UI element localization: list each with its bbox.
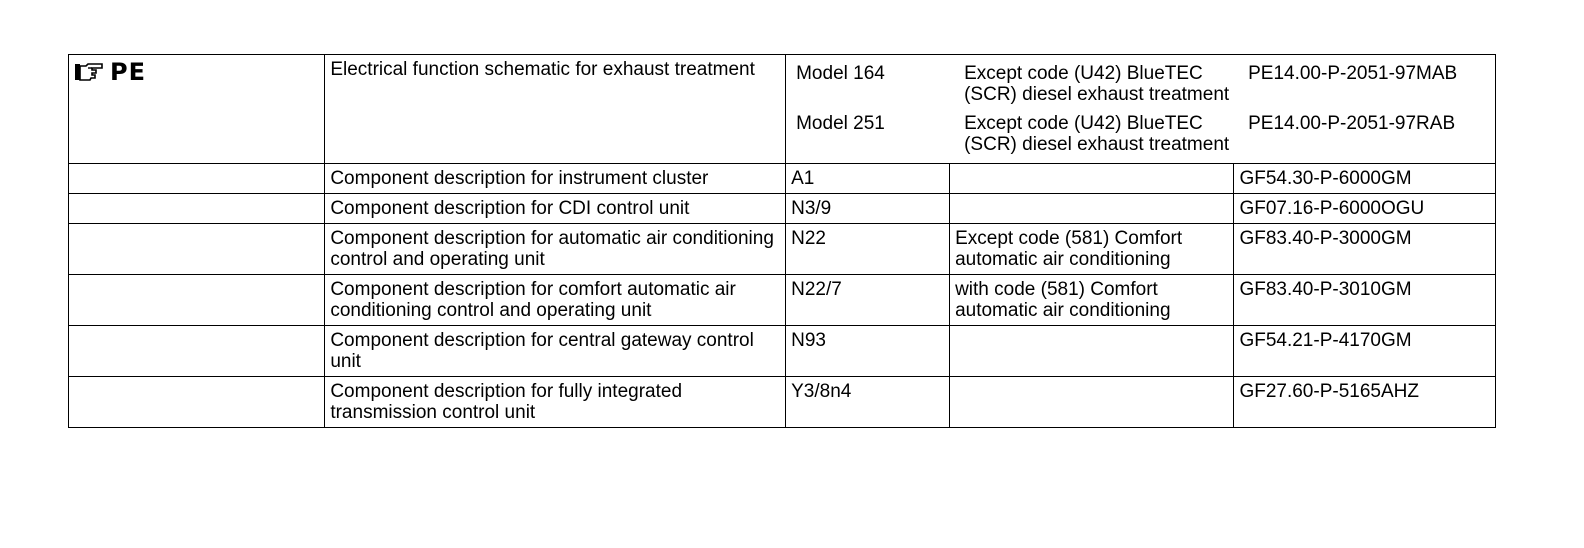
reference-table xyxy=(68,54,1496,428)
component-code: N93 xyxy=(786,326,950,377)
schematic-entry xyxy=(791,59,1505,109)
empty-cell xyxy=(69,224,325,275)
condition-cell xyxy=(950,377,1234,428)
document-number: GF83.40-P-3010GM xyxy=(1234,275,1496,326)
table-row xyxy=(69,275,1496,326)
component-description: Component description for automatic air conditioning control and operating unit xyxy=(325,224,786,275)
document-number: GF07.16-P-6000OGU xyxy=(1234,194,1496,224)
component-code: N3/9 xyxy=(786,194,950,224)
condition-cell: Except code (U42) BlueTEC (SCR) diesel exhaust treatment xyxy=(964,63,1230,105)
empty-cell xyxy=(69,377,325,428)
document-number: PE14.00-P-2051-97MAB xyxy=(1248,63,1458,84)
condition-cell: Except code (U42) BlueTEC (SCR) diesel exhaust treatment xyxy=(964,113,1230,155)
table-row-schematic xyxy=(69,55,1496,164)
schematic-description: Electrical function schematic for exhaust treatment xyxy=(325,55,786,164)
document-number: GF83.40-P-3000GM xyxy=(1234,224,1496,275)
document-number: GF54.30-P-6000GM xyxy=(1234,164,1496,194)
component-description: Component description for central gateway control unit xyxy=(325,326,786,377)
marker-cell xyxy=(69,55,325,164)
empty-cell xyxy=(69,275,325,326)
table-row xyxy=(69,164,1496,194)
component-code: N22 xyxy=(786,224,950,275)
document-number: GF27.60-P-5165AHZ xyxy=(1234,377,1496,428)
condition-cell: with code (581) Comfort automatic air conditioning xyxy=(950,275,1234,326)
component-description: Component description for instrument cluster xyxy=(325,164,786,194)
pointing-hand-icon xyxy=(74,62,104,82)
schematic-entries xyxy=(786,55,1496,164)
condition-cell xyxy=(950,164,1234,194)
model-cell: Model 251 xyxy=(796,113,885,134)
table-row xyxy=(69,326,1496,377)
component-code: N22/7 xyxy=(786,275,950,326)
component-code: A1 xyxy=(786,164,950,194)
pe-marker-label: PE xyxy=(110,58,146,86)
table-row xyxy=(69,224,1496,275)
document-number: PE14.00-P-2051-97RAB xyxy=(1248,113,1456,134)
empty-cell xyxy=(69,164,325,194)
condition-cell: Except code (581) Comfort automatic air conditioning xyxy=(950,224,1234,275)
empty-cell xyxy=(69,326,325,377)
table-row xyxy=(69,194,1496,224)
empty-cell xyxy=(69,194,325,224)
pe-marker xyxy=(74,59,319,85)
component-description: Component description for fully integrated transmission control unit xyxy=(325,377,786,428)
document-number: GF54.21-P-4170GM xyxy=(1234,326,1496,377)
table-row xyxy=(69,377,1496,428)
condition-cell xyxy=(950,326,1234,377)
component-code: Y3/8n4 xyxy=(786,377,950,428)
component-description: Component description for CDI control unit xyxy=(325,194,786,224)
model-cell: Model 164 xyxy=(796,63,885,84)
component-description: Component description for comfort automatic air conditioning control and operating unit xyxy=(325,275,786,326)
schematic-entry xyxy=(791,109,1505,159)
condition-cell xyxy=(950,194,1234,224)
